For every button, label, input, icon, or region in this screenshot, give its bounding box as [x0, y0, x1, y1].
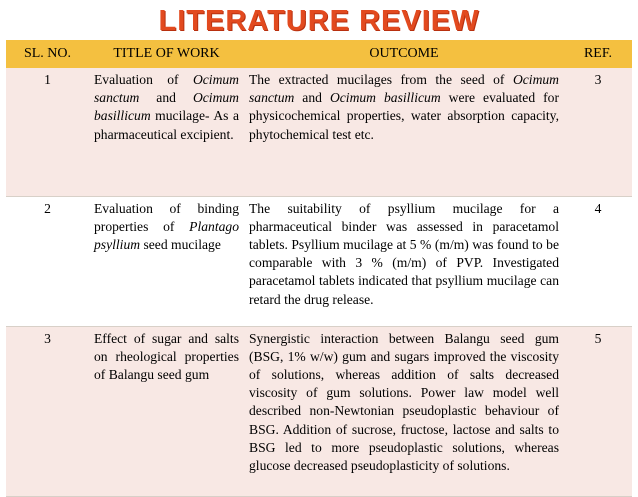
- row-title: [89, 196, 244, 326]
- header-outcome: OUTCOME: [244, 40, 564, 68]
- table-row: [6, 326, 632, 496]
- table-row: [6, 196, 632, 326]
- italic-text-run: Ocimum basillicum: [329, 90, 441, 106]
- text-run: Evaluation of binding properties of: [94, 200, 239, 234]
- text-run: seed mucilage: [140, 236, 221, 252]
- table-header-row: [6, 40, 632, 68]
- text-run: The extracted mucilages from the seed of: [249, 72, 513, 87]
- row-outcome: [244, 196, 564, 326]
- text-run: and: [139, 90, 193, 106]
- row-title: [89, 326, 244, 496]
- row-outcome: [244, 68, 564, 196]
- italic-text-run: Ocimum sanctum: [249, 72, 559, 106]
- text-run: Evaluation of: [94, 72, 193, 87]
- literature-table: [6, 40, 632, 497]
- text-run: and: [294, 90, 330, 106]
- italic-text-run: Ocimum sanctum: [94, 72, 239, 106]
- text-run: The suitability of psyllium mucilage for a pharmaceutical binder was assessed in paracetamol tablets. Psyllium mucilage at 5 % (m/m) was found to be comparable with 3 % (m/m) of PVP. Investigated paracetamol tablets indicated that psyllium mucilage can retard the drug release.: [249, 200, 559, 307]
- row-ref: 5: [564, 326, 632, 496]
- header-title-of-work: TITLE OF WORK: [89, 40, 244, 68]
- row-sl-no: 3: [6, 326, 89, 496]
- header-ref: REF.: [564, 40, 632, 68]
- text-run: mucilage- As a pharmaceutical excipient.: [94, 108, 239, 142]
- table-row: [6, 68, 632, 196]
- row-ref: 3: [564, 68, 632, 196]
- text-run: were evaluated for physicochemical properties, water absorption capacity, phytochemical test etc.: [249, 90, 559, 142]
- italic-text-run: Ocimum basillicum: [94, 90, 239, 124]
- text-run: Effect of sugar and salts on rheological properties of Balangu seed gum: [94, 330, 239, 382]
- header-sl-no: SL. NO.: [6, 40, 89, 68]
- row-title: [89, 68, 244, 196]
- row-outcome: [244, 326, 564, 496]
- row-ref: 4: [564, 196, 632, 326]
- italic-text-run: Plantago psyllium: [94, 218, 239, 252]
- row-sl-no: 2: [6, 196, 89, 326]
- slide-title: LITERATURE REVIEW: [158, 5, 480, 37]
- text-run: Synergistic interaction between Balangu seed gum (BSG, 1% w/w) gum and sugars improved the viscosity of solutions, whereas addition of salts decreased viscosity of gum solutions. Power law model well described non-Newtonian pseudoplastic behaviour of BSG. Addition of sucrose, fructose, lactose and salts to BSG led to more pseudoplastic solutions, whereas glucose decreased pseudoplasticity of solutions.: [249, 330, 559, 473]
- row-sl-no: 1: [6, 68, 89, 196]
